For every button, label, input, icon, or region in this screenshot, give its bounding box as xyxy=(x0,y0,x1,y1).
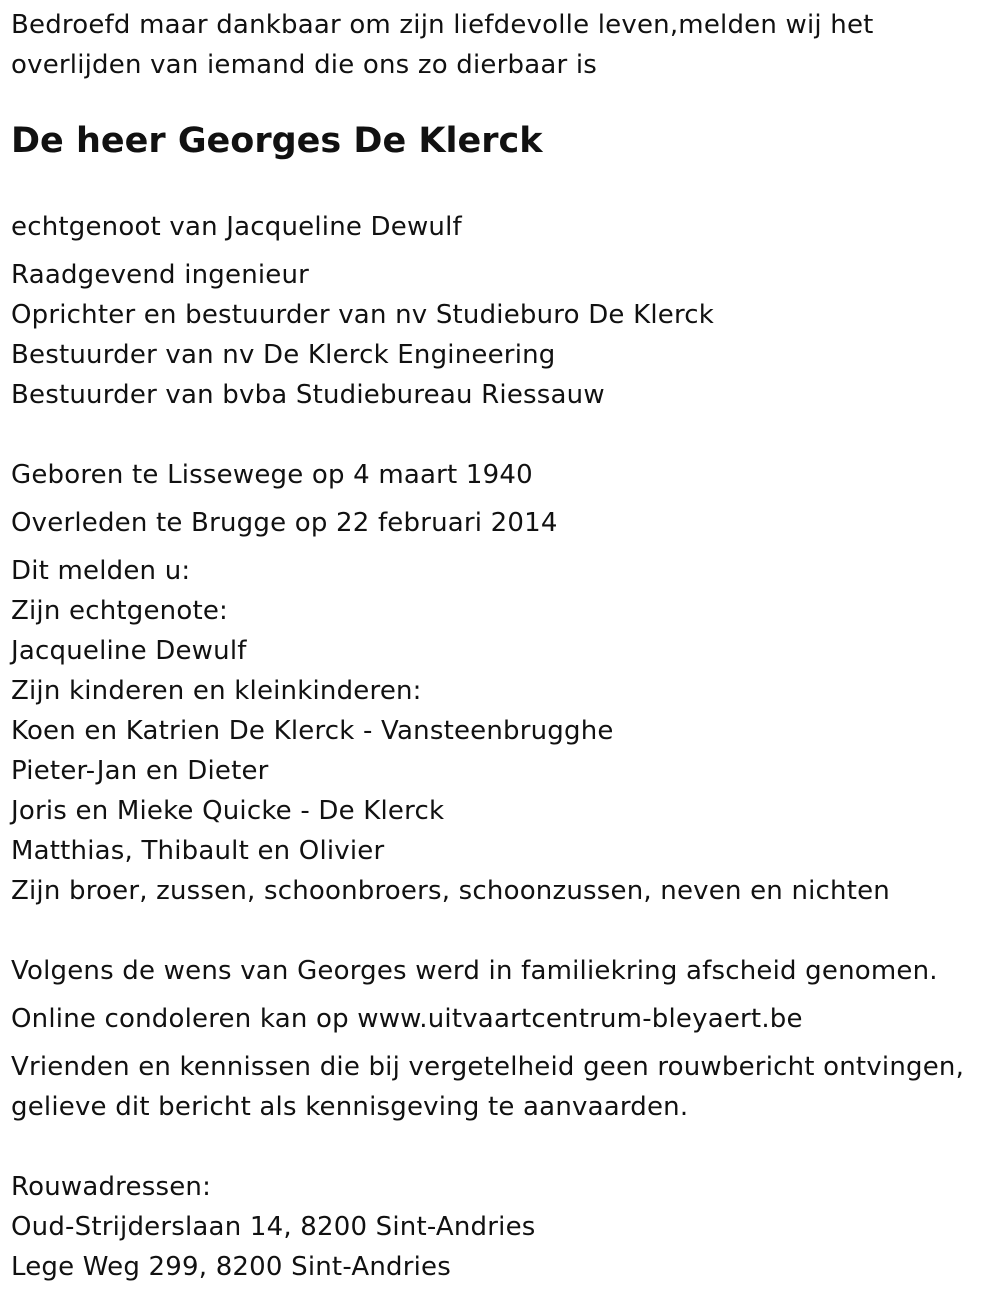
condolence-line: Online condoleren kan op www.uitvaartcentrum-bleyaert.be xyxy=(11,1004,803,1034)
family-line: Zijn kinderen en kleinkinderen: xyxy=(11,676,422,706)
spouse-line: echtgenoot van Jacqueline Dewulf xyxy=(11,212,462,242)
intro-line: overlijden van iemand die ons zo dierbaar is xyxy=(11,50,597,80)
obituary-text xyxy=(11,0,991,1287)
intro-line: Bedroefd maar dankbaar om zijn liefdevolle leven,melden wij het xyxy=(11,10,874,40)
family-list xyxy=(11,551,991,911)
family-line: Koen en Katrien De Klerck - Vansteenbrugghe xyxy=(11,716,614,746)
family-line: Dit melden u: xyxy=(11,556,191,586)
deceased-name: De heer Georges De Klerck xyxy=(11,121,543,161)
family-line: Pieter-Jan en Dieter xyxy=(11,756,269,786)
address-heading: Rouwadressen: xyxy=(11,1172,212,1202)
birth-line: Geboren te Lissewege op 4 maart 1940 xyxy=(11,460,533,490)
farewell-wish: Volgens de wens van Georges werd in familiekring afscheid genomen. xyxy=(11,956,938,986)
family-line: Zijn echtgenote: xyxy=(11,596,229,626)
notice-paragraph xyxy=(11,1047,991,1127)
role-item: Oprichter en bestuurder van nv Studieburo De Klerck xyxy=(11,300,715,330)
role-item: Bestuurder van bvba Studiebureau Riessauw xyxy=(11,380,605,410)
role-item: Raadgevend ingenieur xyxy=(11,260,310,290)
roles-list xyxy=(11,255,991,415)
notice-line: Vrienden en kennissen die bij vergetelheid geen rouwbericht ontvingen, xyxy=(11,1052,965,1082)
address-line: Oud-Strijderslaan 14, 8200 Sint-Andries xyxy=(11,1212,536,1242)
family-line: Jacqueline Dewulf xyxy=(11,636,247,666)
death-line: Overleden te Brugge op 22 februari 2014 xyxy=(11,508,558,538)
intro-paragraph xyxy=(11,5,991,85)
role-item: Bestuurder van nv De Klerck Engineering xyxy=(11,340,556,370)
address-line: Lege Weg 299, 8200 Sint-Andries xyxy=(11,1252,451,1282)
mourning-addresses xyxy=(11,1167,991,1287)
family-line: Joris en Mieke Quicke - De Klerck xyxy=(11,796,445,826)
notice-line: gelieve dit bericht als kennisgeving te aanvaarden. xyxy=(11,1092,689,1122)
family-line: Zijn broer, zussen, schoonbroers, schoonzussen, neven en nichten xyxy=(11,876,890,906)
family-line: Matthias, Thibault en Olivier xyxy=(11,836,385,866)
